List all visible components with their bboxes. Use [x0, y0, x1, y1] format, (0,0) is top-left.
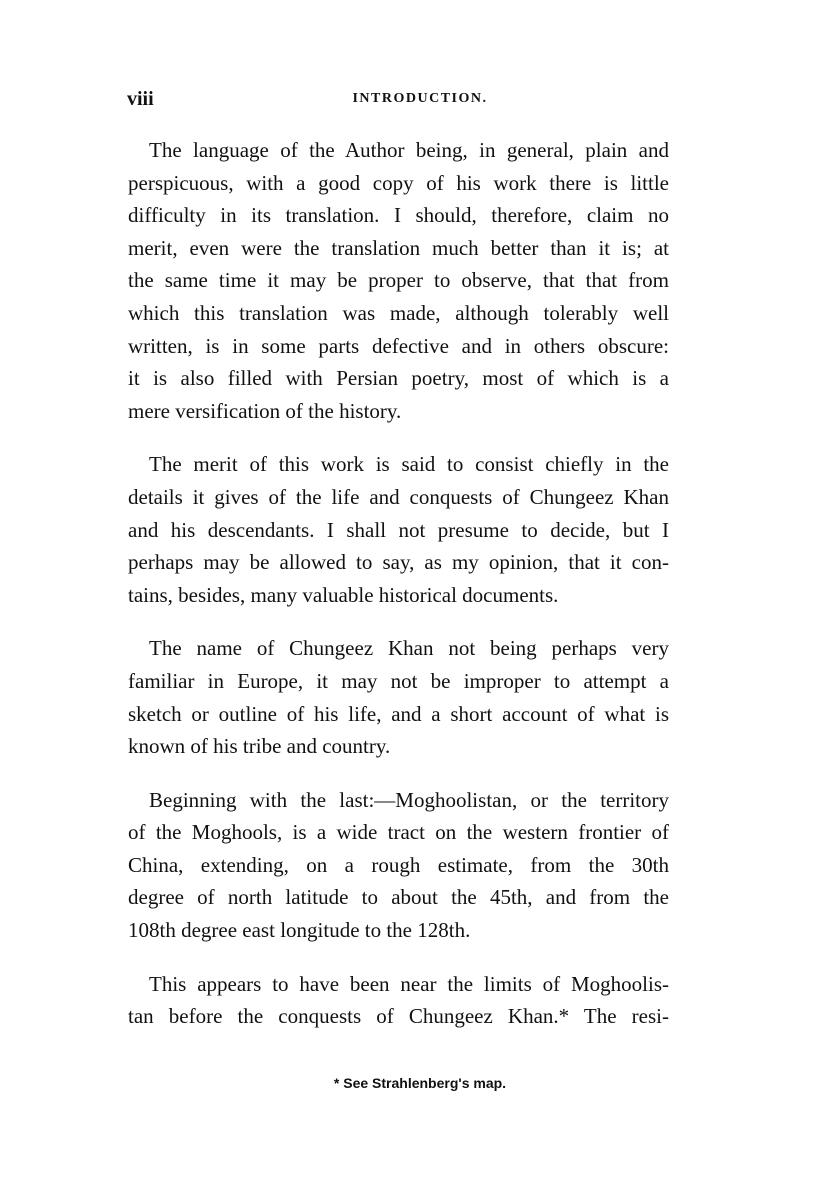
text-line: sketch or outline of his life, and a short account of what is — [128, 701, 669, 726]
text-line: perhaps may be allowed to say, as my opinion, that it con- — [128, 550, 669, 575]
text-line: of the Moghools, is a wide tract on the western frontier of — [128, 820, 669, 845]
text-line: The language of the Author being, in general, plain and — [149, 138, 669, 162]
text-line: This appears to have been near the limits of Moghoolis- — [149, 971, 669, 996]
text-line: merit, even were the translation much better than it is; at — [128, 235, 669, 260]
text-line: perspicuous, with a good copy of his work there is little — [128, 170, 669, 195]
footnote: * See Strahlenberg's map. — [333, 1075, 507, 1091]
text-line: tan before the conquests of Chungeez Khan.* The resi- — [128, 1004, 669, 1029]
paragraph — [128, 968, 669, 1033]
text-line: China, extending, on a rough estimate, from the 30th — [128, 852, 669, 877]
text-line: The name of Chungeez Khan not being perhaps very — [149, 636, 669, 661]
text-line: mere versification of the history. — [128, 398, 402, 423]
text-line: degree of north latitude to about the 45th, and from the — [128, 885, 669, 910]
text-line: the same time it may be proper to observe, that that from — [128, 268, 669, 293]
text-line: The merit of this work is said to consist chiefly in the — [149, 452, 669, 477]
body-text — [128, 134, 669, 1054]
text-line: difficulty in its translation. I should, therefore, claim no — [128, 203, 669, 228]
text-line: Beginning with the last:—Moghoolistan, or the territory — [149, 787, 669, 812]
paragraph — [128, 632, 669, 762]
text-line: known of his tribe and country. — [128, 734, 391, 759]
text-line: it is also filled with Persian poetry, most of which is a — [128, 366, 669, 391]
paragraph — [128, 134, 669, 427]
paragraph — [128, 784, 669, 947]
text-line: 108th degree east longitude to the 128th. — [128, 918, 471, 943]
text-line: familiar in Europe, it may not be improper to attempt a — [128, 668, 669, 693]
paragraph — [128, 448, 669, 611]
text-line: and his descendants. I shall not presume to decide, but I — [128, 517, 669, 542]
text-line: which this translation was made, although tolerably well — [128, 300, 669, 325]
text-line: details it gives of the life and conquests of Chungeez Khan — [128, 484, 669, 509]
text-line: tains, besides, many valuable historical documents. — [128, 582, 559, 607]
running-head: INTRODUCTION. — [352, 91, 488, 106]
page-number: viii — [127, 88, 154, 110]
text-line: written, is in some parts defective and in others obscure: — [128, 333, 669, 358]
